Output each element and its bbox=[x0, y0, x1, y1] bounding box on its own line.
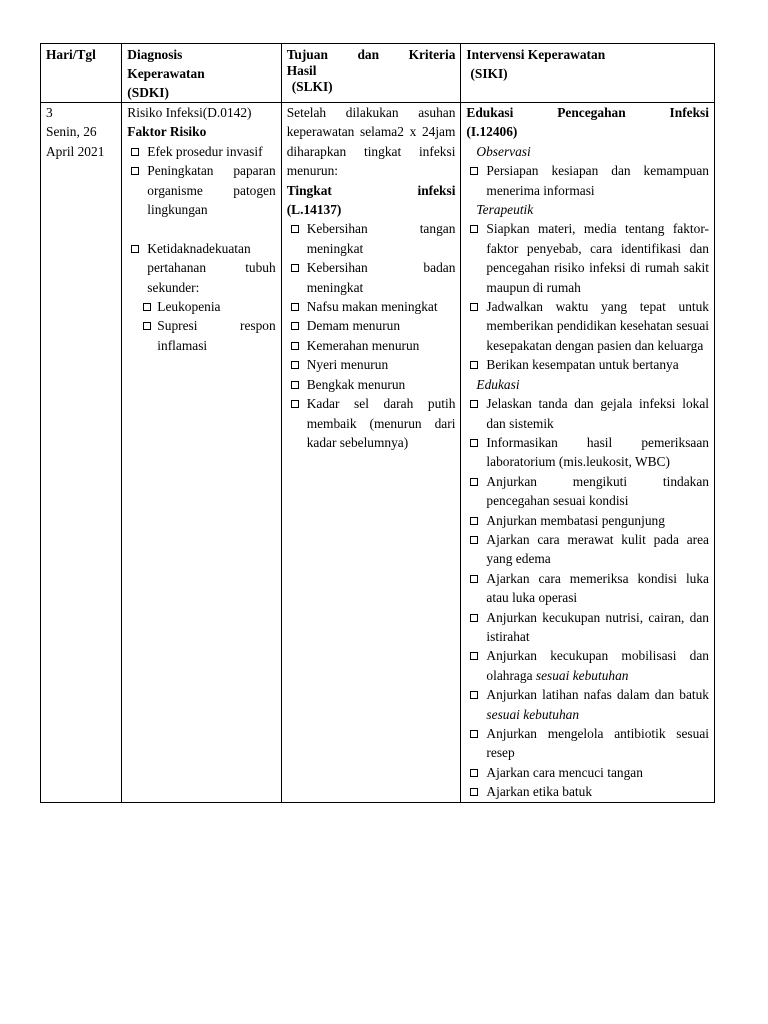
day-name: Senin, 26 bbox=[46, 124, 97, 140]
intervention-cell bbox=[461, 103, 715, 803]
list-item: Berikan kesempatan untuk bertanya bbox=[466, 355, 709, 374]
list-item: Persiapan kesiapan dan kemampuan menerima informasi bbox=[466, 161, 709, 200]
list-item: Supresi respon inflamasi bbox=[139, 316, 275, 355]
list-item: Anjurkan kecukupan nutrisi, cairan, dan istirahat bbox=[466, 608, 709, 647]
terapeutik-list bbox=[466, 219, 709, 374]
nursing-care-table bbox=[40, 43, 715, 803]
sub-factor-list bbox=[139, 297, 275, 355]
list-item: Anjurkan mengikuti tindakan pencegahan sesuai kondisi bbox=[466, 472, 709, 511]
header-intervention: Intervensi Keperawatan (SIKI) bbox=[461, 44, 715, 103]
diagnosis-title: Risiko Infeksi(D.0142) bbox=[127, 105, 252, 120]
outcome-cell bbox=[281, 103, 461, 803]
terapeutik-label: Terapeutik bbox=[476, 202, 534, 218]
header-date: Hari/Tgl bbox=[41, 44, 122, 103]
intervention-code: (I.12406) bbox=[466, 124, 518, 140]
header-outcome: Tujuan dan Kriteria Hasil (SLKI) bbox=[281, 44, 461, 103]
observasi-label: Observasi bbox=[476, 143, 531, 159]
risk-factor-list bbox=[127, 142, 275, 220]
list-item: Anjurkan mengelola antibiotik sesuai resep bbox=[466, 724, 709, 763]
list-item: Siapkan materi, media tentang faktor-faktor penyebab, cara identifikasi dan pencegahan risiko infeksi di rumah sakit maupun di rumah bbox=[466, 219, 709, 297]
risk-factor-heading: Faktor Risiko bbox=[127, 124, 207, 140]
list-item: Kebersihan tangan meningkat bbox=[287, 219, 456, 258]
list-item: Ajarkan etika batuk bbox=[466, 782, 709, 801]
list-item: Ajarkan cara memeriksa kondisi luka atau luka operasi bbox=[466, 569, 709, 608]
list-item: Ajarkan cara mencuci tangan bbox=[466, 763, 709, 782]
header-diagnosis: Diagnosis Keperawatan (SDKI) bbox=[122, 44, 281, 103]
content-row bbox=[41, 103, 715, 803]
outcome-code: (L.14137) bbox=[286, 202, 342, 218]
list-item: Leukopenia bbox=[139, 297, 275, 316]
list-item: Kemerahan menurun bbox=[287, 336, 456, 355]
list-item: Ketidaknadekuatan pertahanan tubuh sekunder: bbox=[127, 239, 275, 297]
list-item: Informasikan hasil pemeriksaan laboratorium (mis.leukosit, WBC) bbox=[466, 433, 709, 472]
edukasi-label: Edukasi bbox=[476, 376, 520, 392]
list-item: Nafsu makan meningkat bbox=[287, 297, 456, 316]
list-item: Jadwalkan waktu yang tepat untuk memberikan pendidikan kesehatan sesuai kesepakatan dengan pasien dan keluarga bbox=[466, 297, 709, 355]
outcome-intro: Setelah dilakukan asuhan keperawatan selama2 x 24jam diharapkan tingkat infeksi menurun: bbox=[286, 105, 456, 179]
list-item: Kadar sel darah putih membaik (menurun dari kadar sebelumnya) bbox=[287, 394, 456, 452]
list-item: Kebersihan badan meningkat bbox=[287, 258, 456, 297]
list-item: Efek prosedur invasif bbox=[127, 142, 275, 161]
risk-factor-list-2 bbox=[127, 239, 275, 297]
list-item: Bengkak menurun bbox=[287, 375, 456, 394]
list-item: Anjurkan membatasi pengunjung bbox=[466, 511, 709, 530]
intervention-heading: Edukasi Pencegahan Infeksi bbox=[466, 105, 709, 120]
list-item: Nyeri menurun bbox=[287, 355, 456, 374]
list-item: Ajarkan cara merawat kulit pada area yang edema bbox=[466, 530, 709, 569]
header-row bbox=[41, 44, 715, 103]
observasi-list bbox=[466, 161, 709, 200]
diagnosis-cell bbox=[122, 103, 281, 803]
outcome-heading: Tingkat infeksi bbox=[286, 182, 456, 198]
list-item: Demam menurun bbox=[287, 316, 456, 335]
month-year: April 2021 bbox=[46, 143, 105, 159]
edukasi-list bbox=[466, 394, 709, 802]
list-item: Anjurkan latihan nafas dalam dan batuk sesuai kebutuhan bbox=[466, 685, 709, 724]
list-item: Jelaskan tanda dan gejala infeksi lokal dan sistemik bbox=[466, 394, 709, 433]
day-number: 3 bbox=[46, 105, 53, 120]
list-item: Anjurkan kecukupan mobilisasi dan olahraga sesuai kebutuhan bbox=[466, 646, 709, 685]
outcome-criteria-list bbox=[287, 219, 456, 452]
list-item: Peningkatan paparan organisme patogen lingkungan bbox=[127, 161, 275, 219]
date-cell bbox=[41, 103, 122, 803]
